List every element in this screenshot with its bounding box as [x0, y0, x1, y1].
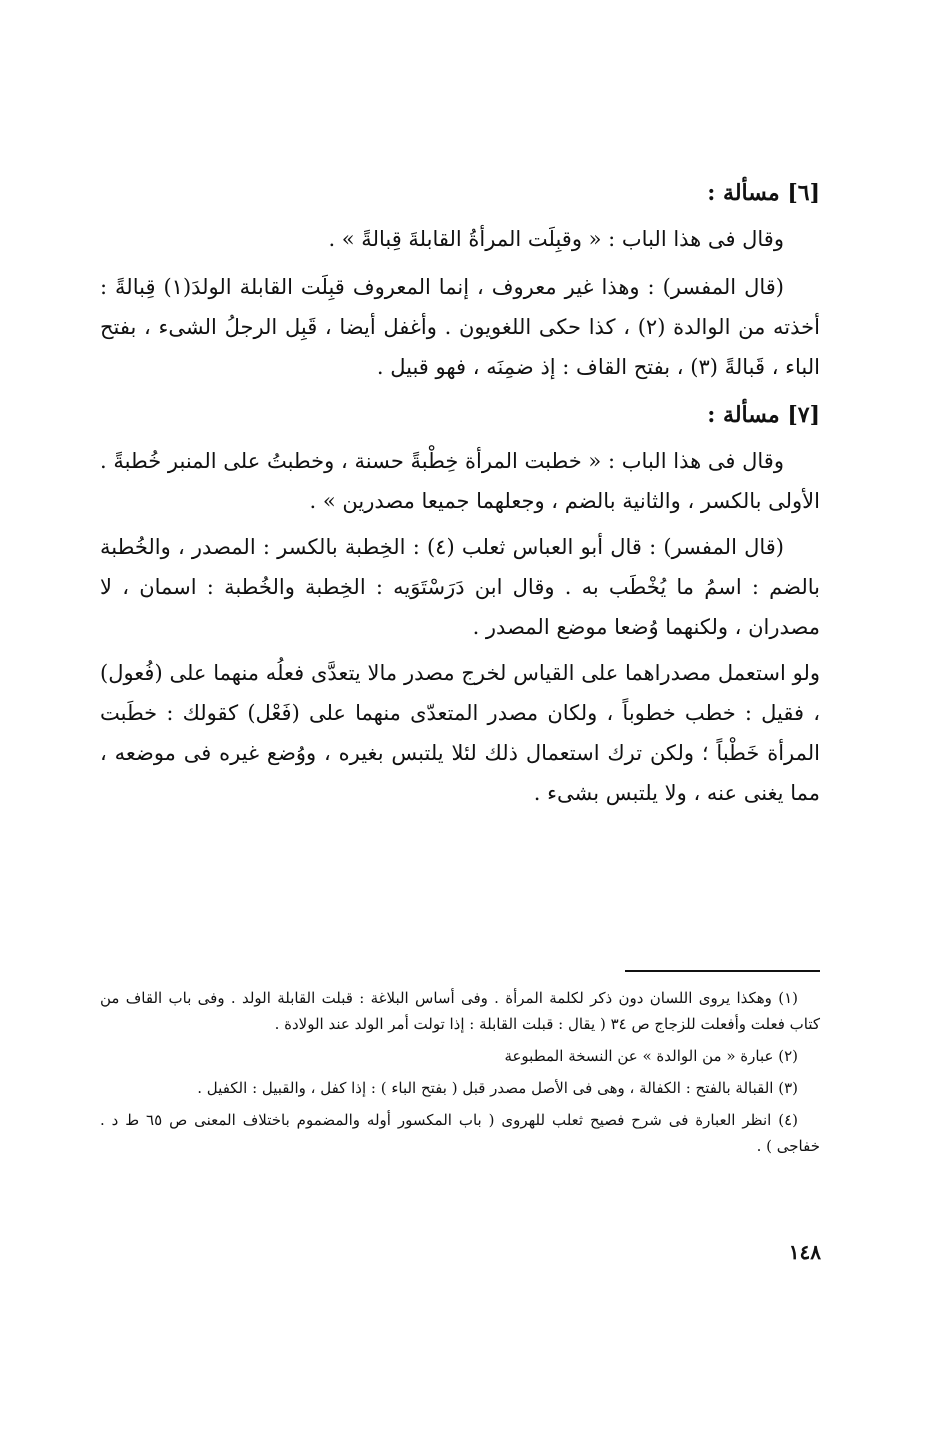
main-text — [100, 165, 820, 819]
footnotes — [100, 985, 820, 1165]
section-7-heading: [٧] مسألة : — [707, 402, 820, 428]
page-number: ١٤٨ — [788, 1240, 821, 1264]
footnote-1: (١) وهكذا يروى اللسان دون ذكر لكلمة المرأة . وفى أساس البلاغة : قبلت القابلة الولد . وفى باب القاف من كتاب فعلت وأفعلت للزجاج ص ٣٤ ( يقال : قبلت القابلة : إذا تولت أمر الولد عند الولادة . — [100, 989, 820, 1033]
footnote-separator — [625, 970, 820, 972]
footnote-4: (٤) انظر العبارة فى شرح فصيح ثعلب للهروى ( باب المكسور أوله والمضموم باختلاف المعنى ص ٦٥ ط د . خفاجى ) . — [100, 1111, 820, 1155]
footnote-2: (٢) عبارة « من الوالدة » عن النسخة المطبوعة — [504, 1047, 798, 1065]
section-7-quote: وقال فى هذا الباب : « خطبت المرأة خِطْبةً حسنة ، وخطبتُ على المنبر خُطبةً . الأولى بالكسر ، والثانية بالضم ، وجعلهما جميعا مصدرين » . — [100, 449, 820, 513]
section-7-commentary-1: (قال المفسر) : قال أبو العباس ثعلب (٤) : الخِطبة بالكسر : المصدر ، والخُطبة بالضم : اسمُ ما يُخْطَب به . وقال ابن دَرَسْتَوَيه : الخِطبة والخُطبة : اسمان ، لا مصدران ، ولكنهما وُضعا موضع المصدر . — [100, 535, 820, 639]
section-7-commentary-2: ولو استعمل مصدراهما على القياس لخرج مصدر مالا يتعدَّى فعلُه منهما على (فُعول) ، فقيل : خطب خطوباً ، ولكان مصدر المتعدّى منهما على (فَعْل) كقولك : خطَبت المرأة خَطْباً ؛ ولكن ترك استعمال ذلك لئلا يلتبس بغيره ، ووُضع غيره فى موضعه ، مما يغنى عنه ، ولا يلتبس بشىء . — [100, 661, 820, 805]
section-6-commentary: (قال المفسر) : وهذا غير معروف ، إنما المعروف قبِلَت القابلة الولدَ(١) قِبالةً : أخذته من الوالدة (٢) ، كذا حكى اللغويون . وأغفل أيضا ، قَبِل الرجلُ الشىء ، بفتح الباء ، قَبالةً (٣) ، بفتح القاف : إذ ضمِنَه ، فهو قبيل . — [100, 275, 820, 379]
footnote-3: (٣) القبالة بالفتح : الكفالة ، وهى فى الأصل مصدر قبل ( بفتح الباء ) : إذا كفل ، والقبيل : الكفيل . — [197, 1079, 798, 1097]
section-6-quote: وقال فى هذا الباب : « وقبِلَت المرأةُ القابلةَ قِبالةً » . — [328, 227, 784, 251]
section-6-heading: [٦] مسألة : — [707, 180, 820, 206]
